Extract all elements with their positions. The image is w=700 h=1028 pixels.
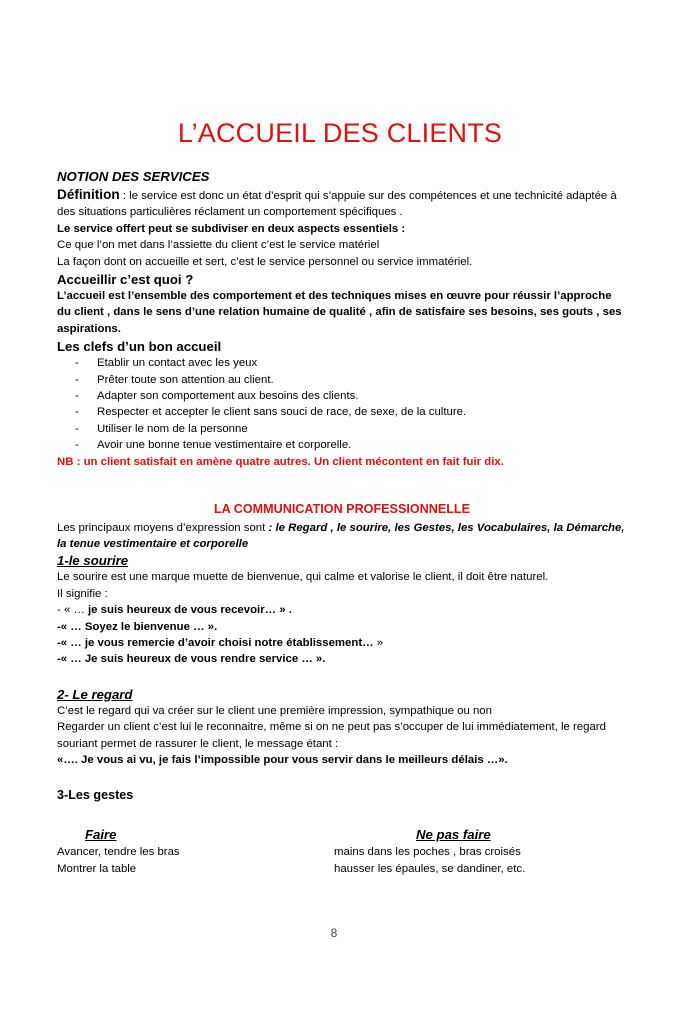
list-item: - Utiliser le nom de la personne [75,421,627,437]
gestes-heading: 3-Les gestes [57,788,134,803]
quote-3-bold: -« … je vous remercie d’avoir choisi notre établissement… [57,636,374,649]
list-item: - Respecter et accepter le client sans souci de race, de sexe, de la culture. [75,404,627,420]
quote-2: -« … Soyez le bienvenue … ». [57,620,218,633]
page-title: L’ACCUEIL DES CLIENTS [177,118,503,148]
list-item: - Avoir une bonne tenue vestimentaire et corporelle. [75,437,627,453]
clefs-heading: Les clefs d’un bon accueil [57,339,222,355]
immateriel-line: La façon dont on accueille et sert, c’est le service personnel ou service immatériel. [57,255,473,268]
clefs-list [57,355,627,453]
subdivision-line: Le service offert peut se subdiviser en deux aspects essentiels : [57,222,406,235]
regard-line-2: Regarder un client c’est lui le reconnaitre, même si on ne peut pas s’occuper de lui immédiatement, le regard souriant permet de rassurer le client, le message étant : [57,721,606,750]
regard-heading: 2- Le regard [57,686,133,702]
list-item: - Adapter son comportement aux besoins des clients. [75,388,627,404]
communication-intro [57,520,627,553]
ne-pas-faire-heading: Ne pas faire [416,827,491,843]
quote-1 [57,602,627,618]
faire-heading: Faire [85,827,117,843]
gestes-table [57,826,627,878]
list-item: - Prêter toute son attention au client. [75,372,627,388]
regard-line-1: C’est le regard qui va créer sur le client une première impression, sympathique ou non [57,704,492,717]
quote-1-bold: je suis heureux de vous recevoir… » . [88,604,292,617]
list-item: - Etablir un contact avec les yeux [75,355,627,371]
document-body [57,167,627,878]
ne-pas-faire-column [334,826,634,877]
nb-note: NB : un client satisfait en amène quatre autres. Un client mécontent en fait fuir dix. [57,455,504,468]
quote-3-suffix: » [373,636,384,649]
signifie-line: Il signifie : [57,587,108,600]
definition-paragraph [57,187,627,221]
quote-4: -« … Je suis heureux de vous rendre service … ». [57,653,326,666]
sourire-text: Le sourire est une marque muette de bienvenue, qui calme et valorise le client, il doit être naturel. [57,571,549,584]
definition-text: : le service est donc un état d’esprit qui s’appuie sur des compétences et une technicité adaptée à des situations particulières réclament un comportement spécifiques . [57,190,617,219]
faire-column [57,826,327,877]
intro-bold: : le Regard , le sourire, les Gestes, les Vocabulaires, la Démarche, la tenue vestimentaire et corporelle [57,521,625,550]
ne-pas-faire-item: hausser les épaules, se dandiner, etc. [334,862,526,875]
notion-heading: NOTION DES SERVICES [57,169,210,184]
faire-item: Montrer la table [57,862,137,875]
page-number: 8 [330,926,338,940]
materiel-line: Ce que l’on met dans l’assiette du client c’est le service matériel [57,239,380,252]
ne-pas-faire-item: mains dans les poches , bras croisés [334,846,521,859]
communication-heading: LA COMMUNICATION PROFESSIONNELLE [213,502,471,517]
accueil-heading: Accueillir c’est quoi ? [57,272,194,288]
regard-quote: «…. Je vous ai vu, je fais l’impossible pour vous servir dans le meilleurs délais …». [57,753,508,766]
sourire-heading: 1-le sourire [57,553,129,569]
accueil-text: L’accueil est l’ensemble des comportement et des techniques mises en œuvre pour réussir l’approche du client , dans le sens d’une relation humaine de qualité , afin de satisfaire ses besoins, ses gouts , ses aspirations. [57,290,622,335]
quote-1-prefix: - « … [57,604,89,617]
definition-label: Définition [57,187,120,202]
intro-plain: Les principaux moyens d’expression sont [57,521,269,534]
faire-item: Avancer, tendre les bras [57,846,180,859]
quote-3 [57,635,627,651]
